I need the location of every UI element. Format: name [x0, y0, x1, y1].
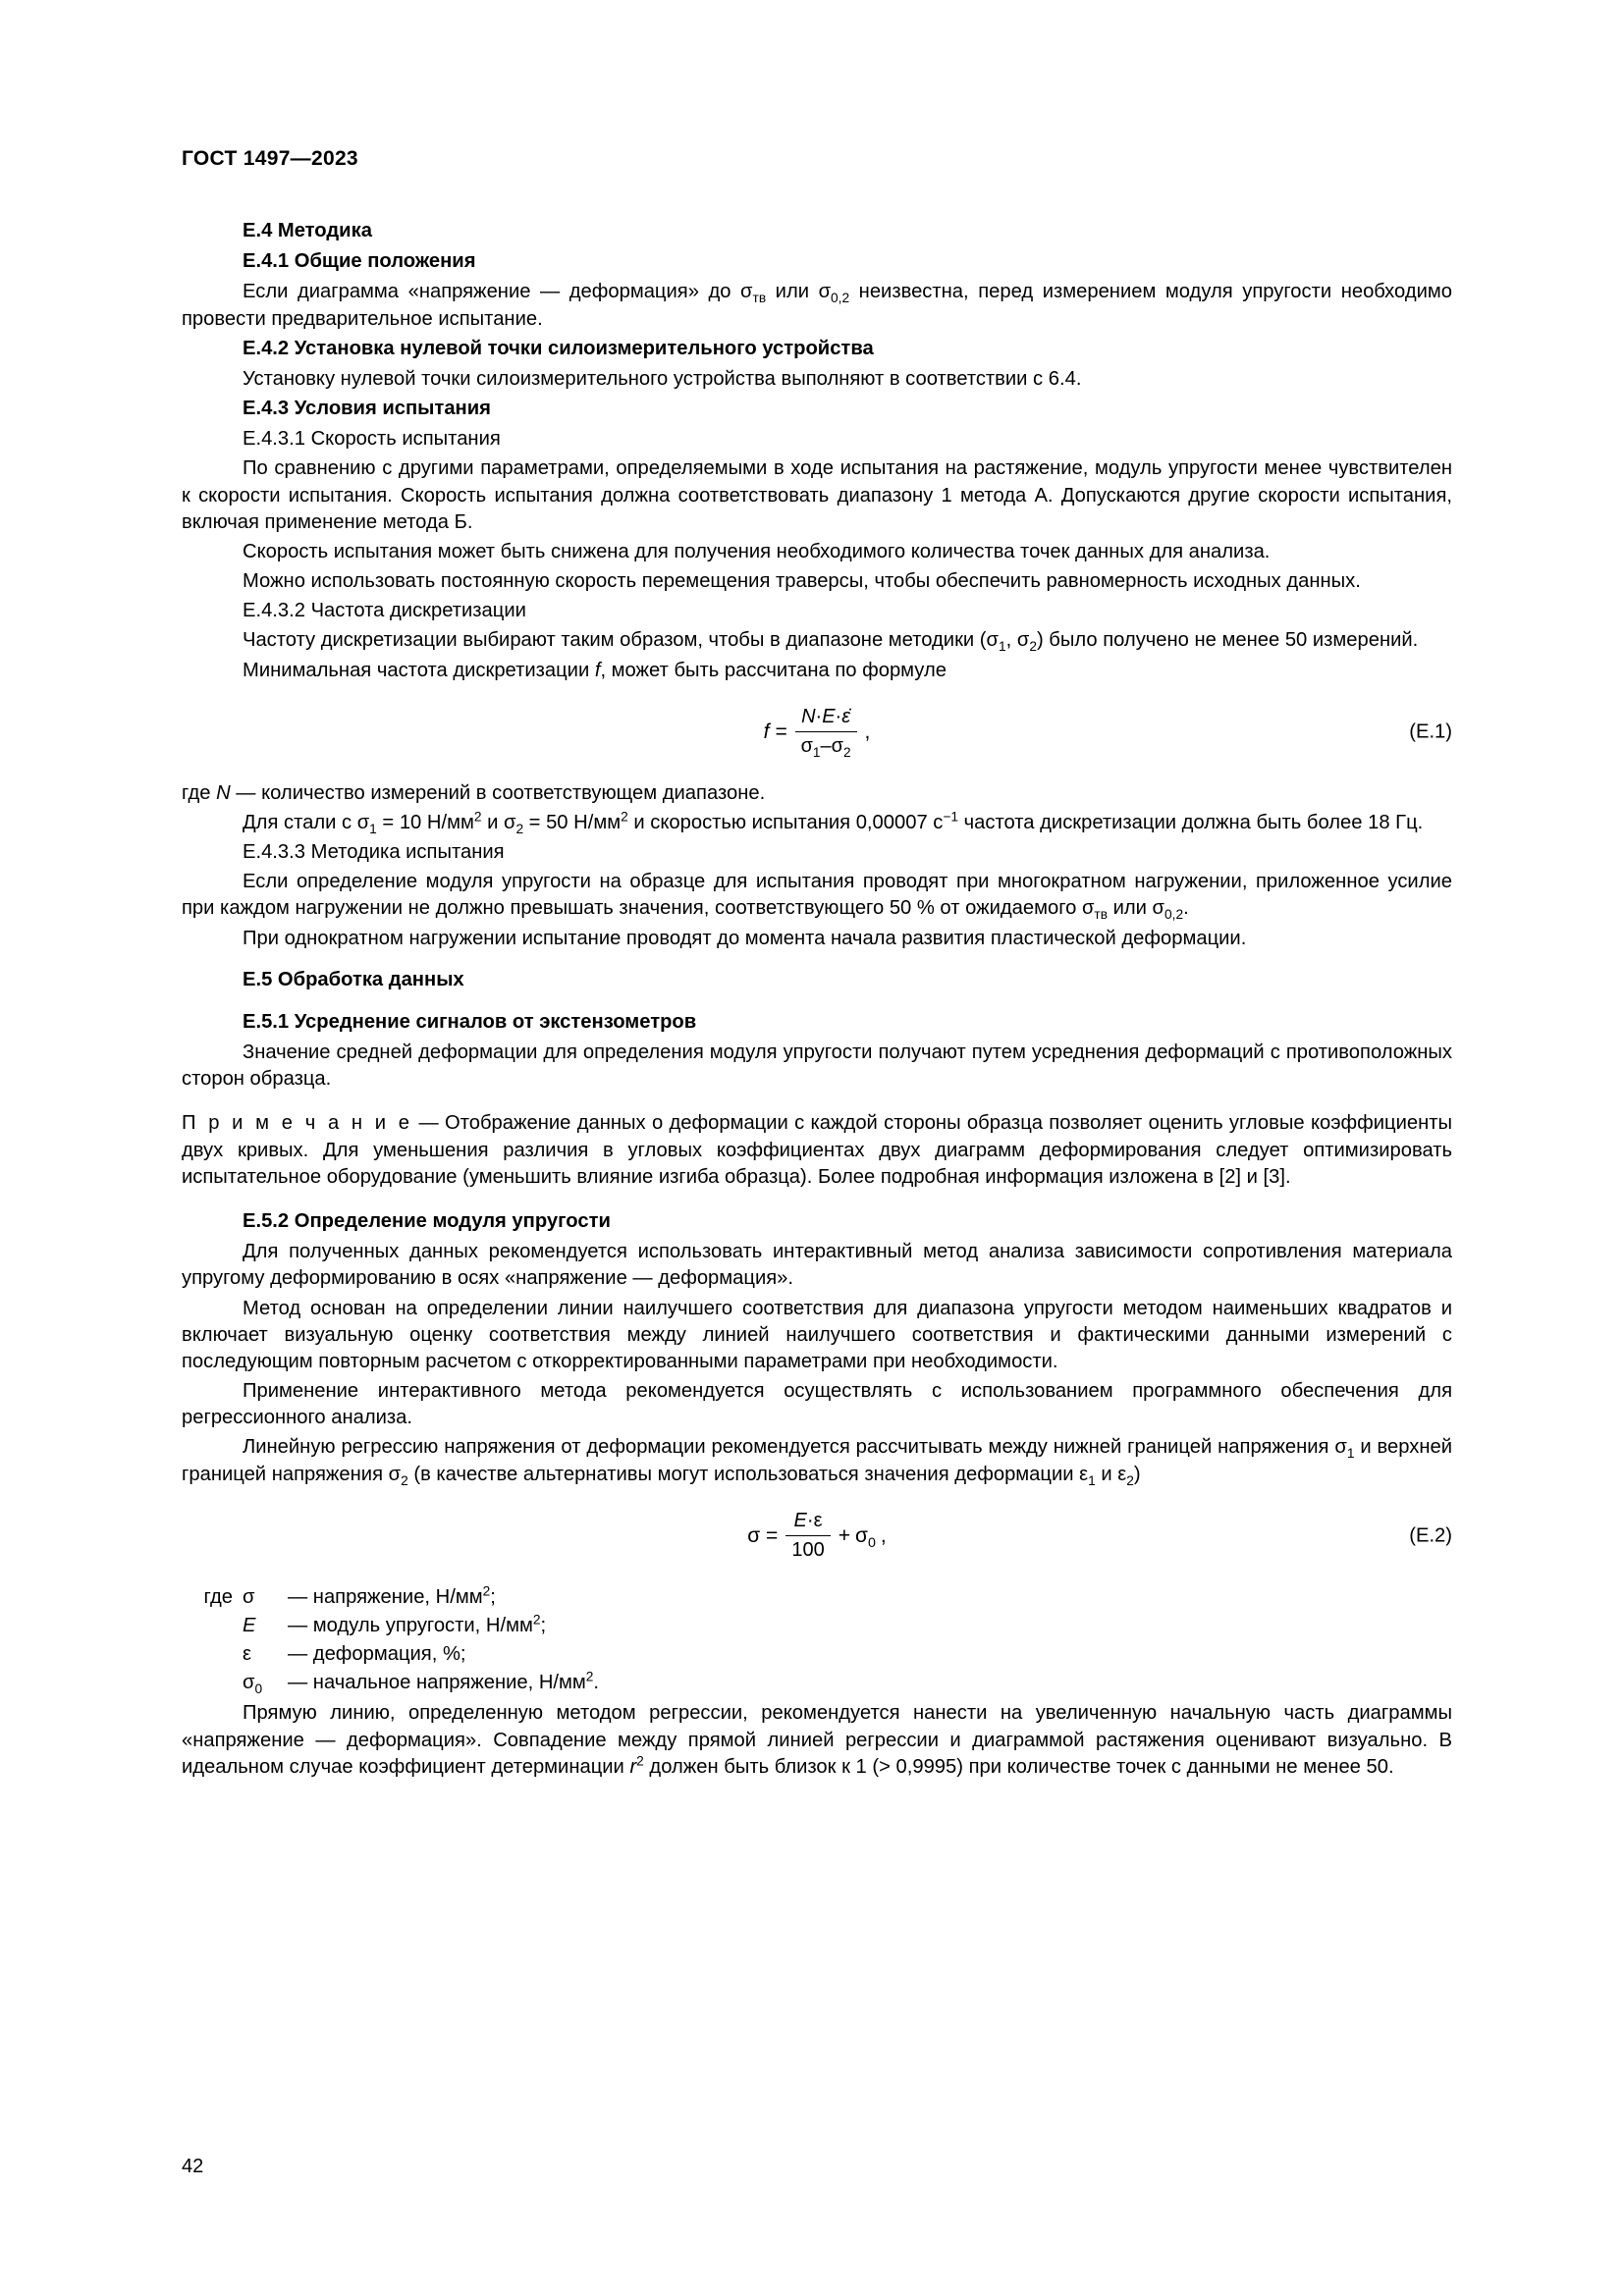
paragraph-e41-1: Если диаграмма «напряжение — деформация» до $\sigma_{тв}$ или $\sigma_{0,2}$ неизвестна, перед измерением модуля упругости необходимо провести предварительное испытание. [182, 281, 1452, 330]
formula-e2-fraction [785, 1508, 830, 1564]
definition-term-2: ε [243, 1643, 251, 1666]
note-block [182, 1110, 1452, 1191]
formula-e2-sigma0: $\sigma_0$ [854, 1523, 876, 1551]
heading-e433: E.4.3.3 Методика испытания [243, 841, 505, 864]
heading-e52: E.5.2 Определение модуля упругости [243, 1209, 611, 1232]
formula-e1-numerator: N·E·ε̇ [801, 706, 851, 728]
paragraph-e431-3: Можно использовать постоянную скорость перемещения траверсы, чтобы обеспечить равномерность исходных данных. [243, 570, 1361, 593]
definition-row [182, 1613, 1452, 1639]
paragraph-e432-2: Минимальная частота дискретизации f, может быть рассчитана по формуле [243, 659, 947, 681]
paragraph-e432-1: Частоту дискретизации выбирают таким образом, чтобы в диапазоне методики ($\sigma_1$, $\sigma_2$) было получено не менее 50 измерений. [243, 629, 1419, 655]
heading-e431: E.4.3.1 Скорость испытания [243, 428, 501, 451]
definition-item-2: ε — деформация, %; [243, 1641, 1452, 1668]
heading-e432: E.4.3.2 Частота дискретизации [243, 600, 526, 622]
formula-e1-body: f = $\frac{N\cdot E\cdot\varepsiloṅ}{\sigma_1-\sigma_2}$ , [763, 706, 871, 761]
spacer [182, 955, 1452, 967]
paragraph-e52-2: Метод основан на определении линии наилучшего соответствия для диапазона упругости методом наименьших квадратов и включает визуальную оценку соответствия между линией наилучшего соответствия и фактическими данными измерений с последующим повторным расчетом с откорректированными параметрами при необходимости. [182, 1297, 1452, 1372]
note-label: П р и м е ч а н и е [182, 1112, 413, 1135]
paragraph-e52-5: Прямую линию, определенную методом регрессии, рекомендуется нанести на увеличенную начальную часть диаграммы «напряжение — деформация». Совпадение между прямой линией регрессии и диаграммой растяжения оценивают визуально. В идеальном случае коэффициент детерминации $r^2$ должен быть близок к 1 (> 0,9995) при количестве точек с данными не менее 50. [182, 1702, 1452, 1778]
definition-row [182, 1584, 1452, 1611]
definition-term-0: σ [243, 1585, 255, 1608]
heading-e42: E.4.2 Установка нулевой точки силоизмерительного устройства [243, 337, 874, 359]
paragraph-e433-1: Если определение модуля упругости на образце для испытания проводят при многократном нагружении, приложенное усилие при каждом нагружении не должно превышать значения, соответствующего 50 % от ожидаемого $\sigma_{тв}$ или $\sigma_{0,2}$. [182, 871, 1452, 923]
paragraph-e52-1: Для полученных данных рекомендуется использовать интерактивный метод анализа зависимости сопротивления материала упругому деформированию в осях «напряжение — деформация». [182, 1241, 1452, 1290]
definition-row [182, 1670, 1452, 1696]
paragraph-e51-1: Значение средней деформации для определения модуля упругости получают путем усреднения деформаций с противоположных сторон образца. [182, 1041, 1452, 1091]
paragraph-e432-where: где N — количество измерений в соответствующем диапазоне. [182, 781, 766, 804]
definition-row [182, 1641, 1452, 1668]
formula-e1-number: (E.1) [1409, 721, 1452, 743]
paragraph-e431-1: По сравнению с другими параметрами, определяемыми в ходе испытания на растяжение, модуль упругости менее чувствителен к скорости испытания. Скорость испытания должна соответствовать диапазону 1 метода А. Допускаются другие скорости испытания, включая применение метода Б. [182, 457, 1452, 533]
page-header: ГОСТ 1497—2023 [182, 147, 358, 170]
note-text: — Отображение данных о деформации с каждой стороны образца позволяет оценить угловые коэффициенты двух кривых. Для уменьшения различия в угловых коэффициентах двух диаграмм деформирования следует оптимизировать испытательное оборудование (уменьшить влияние изгиба образца). Более подробная информация изложена в [2] и [3]. [182, 1112, 1452, 1188]
formula-e2-denominator: 100 [785, 1535, 830, 1564]
paragraph-e52-3: Применение интерактивного метода рекомендуется осуществлять с использованием программного обеспечения для регрессионного анализа. [182, 1380, 1452, 1429]
formula-e2-body: σ = $\frac{E\cdot\varepsilon}{100}$ + $\sigma_0$ , [747, 1508, 886, 1564]
definition-where: где [203, 1585, 233, 1608]
definition-item-3: $\sigma_0$ — начальное напряжение, $Н/мм^2$. [243, 1669, 600, 1697]
paragraph-e433-2: При однократном нагружении испытание проводят до момента начала развития пластической деформации. [243, 927, 1247, 949]
paragraph-e431-2: Скорость испытания может быть снижена для получения необходимого количества точек данных для анализа. [243, 540, 1271, 562]
formula-e2 [182, 1504, 1452, 1569]
heading-e51: E.5.1 Усреднение сигналов от экстензометров [243, 1010, 697, 1033]
definition-item-0: σ — напряжение, $Н/мм^2$; [243, 1584, 1452, 1611]
formula-e1-fraction [795, 704, 857, 760]
paragraph-e52-4: Линейную регрессию напряжения от деформации рекомендуется рассчитывать между нижней границей напряжения $\sigma_1$ и верхней границей напряжения $\sigma_2$ (в качестве альтернативы могут использоваться значения деформации $\varepsilon_1$ и $\varepsilon_2$) [182, 1436, 1452, 1488]
spacer [182, 997, 1452, 1009]
page-content [182, 218, 1452, 1781]
definition-term-1: E [243, 1614, 256, 1636]
paragraph-e432-3: Для стали с $\sigma_1 = 10$ $Н/мм^2$ и $\sigma_2 = 50$ $Н/мм^2$ и скоростью испытания 0,00007 $с^{-1}$ частота дискретизации должна быть более 18 Гц. [243, 809, 1424, 836]
formula-e2-numerator: E·ε [793, 1510, 823, 1532]
heading-e5: E.5 Обработка данных [243, 968, 464, 990]
heading-e4: E.4 Методика [243, 220, 372, 241]
definition-item-1: E — модуль упругости, $Н/мм^2$; [243, 1613, 1452, 1639]
heading-e43: E.4.3 Условия испытания [243, 398, 491, 420]
definition-list [182, 1584, 1452, 1697]
formula-e1-denominator: $\sigma_1-\sigma_2$ [795, 731, 857, 760]
paragraph-e42-1: Установку нулевой точки силоизмерительного устройства выполняют в соответствии с 6.4. [243, 367, 1082, 390]
formula-e1 [182, 700, 1452, 765]
definition-term-3: $\sigma_0$ [243, 1672, 263, 1697]
formula-e2-number: (E.2) [1409, 1524, 1452, 1547]
page-number: 42 [182, 2156, 204, 2177]
spacer [182, 1197, 1452, 1208]
heading-e41: E.4.1 Общие положения [243, 250, 476, 273]
